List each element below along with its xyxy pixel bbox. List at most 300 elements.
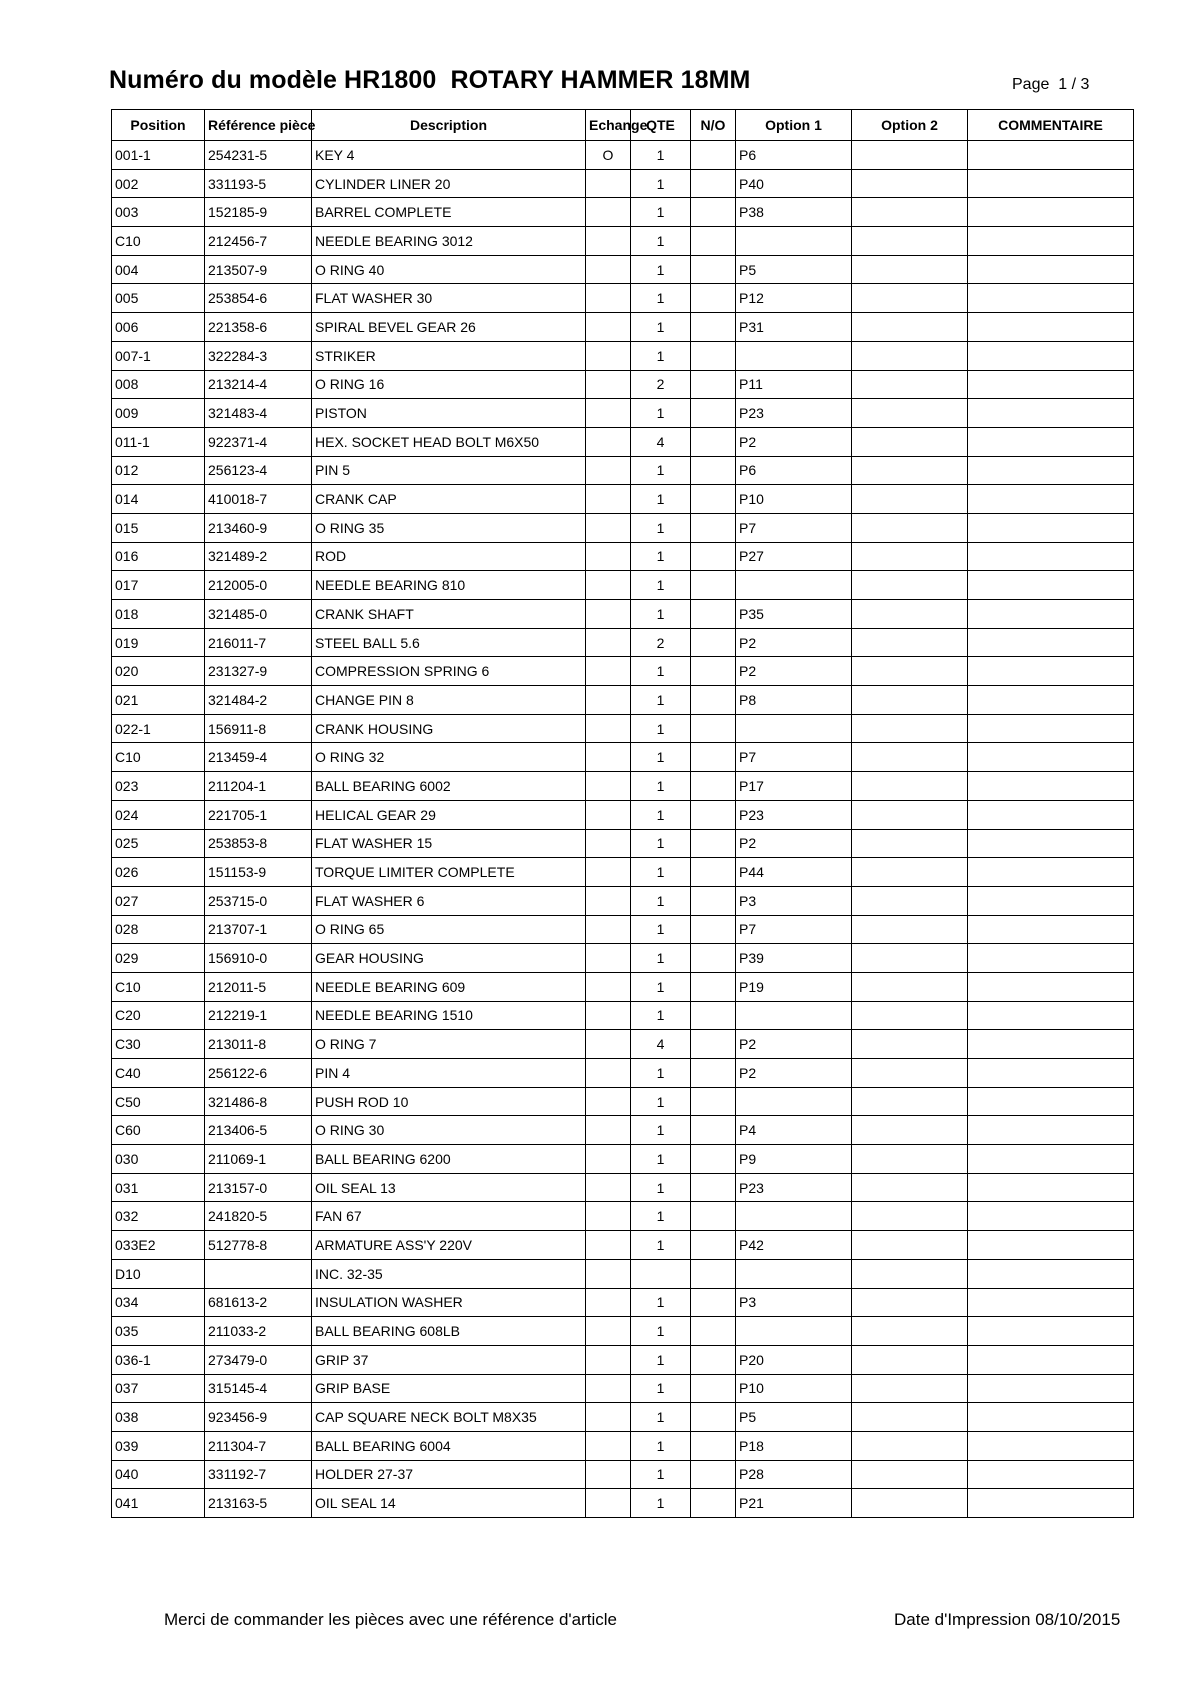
cell-position: C60 — [112, 1116, 205, 1145]
cell-option-1: P42 — [736, 1231, 852, 1260]
cell-option-1: P44 — [736, 858, 852, 887]
cell-no — [691, 657, 736, 686]
cell-option-1: P11 — [736, 370, 852, 399]
cell-option-1: P4 — [736, 1116, 852, 1145]
cell-echange — [586, 1460, 631, 1489]
cell-echange — [586, 1259, 631, 1288]
cell-option-2 — [852, 1317, 968, 1346]
cell-description: GRIP 37 — [312, 1345, 586, 1374]
document-title: Numéro du modèle HR1800 ROTARY HAMMER 18MM — [109, 66, 751, 94]
cell-echange — [586, 1145, 631, 1174]
cell-position: 011-1 — [112, 427, 205, 456]
cell-qte: 1 — [631, 169, 691, 198]
cell-no — [691, 1317, 736, 1346]
cell-option-1 — [736, 1317, 852, 1346]
cell-description: FLAT WASHER 6 — [312, 886, 586, 915]
cell-description: STEEL BALL 5.6 — [312, 628, 586, 657]
cell-reference: 321485-0 — [205, 600, 312, 629]
cell-position: 040 — [112, 1460, 205, 1489]
table-row — [112, 485, 1134, 514]
table-row — [112, 571, 1134, 600]
cell-option-2 — [852, 141, 968, 170]
cell-description: O RING 30 — [312, 1116, 586, 1145]
cell-reference: 213459-4 — [205, 743, 312, 772]
cell-description: CHANGE PIN 8 — [312, 686, 586, 715]
cell-option-1 — [736, 1087, 852, 1116]
cell-description: OIL SEAL 14 — [312, 1489, 586, 1518]
cell-option-2 — [852, 284, 968, 313]
cell-option-1 — [736, 714, 852, 743]
cell-no — [691, 255, 736, 284]
cell-option-2 — [852, 1173, 968, 1202]
cell-option-2 — [852, 313, 968, 342]
cell-reference: 152185-9 — [205, 198, 312, 227]
cell-option-2 — [852, 227, 968, 256]
cell-reference: 241820-5 — [205, 1202, 312, 1231]
cell-qte: 1 — [631, 657, 691, 686]
cell-reference: 212011-5 — [205, 972, 312, 1001]
cell-position: 004 — [112, 255, 205, 284]
cell-position: 032 — [112, 1202, 205, 1231]
cell-position: 034 — [112, 1288, 205, 1317]
cell-option-1 — [736, 1001, 852, 1030]
cell-description: OIL SEAL 13 — [312, 1173, 586, 1202]
cell-no — [691, 1259, 736, 1288]
cell-position: 035 — [112, 1317, 205, 1346]
cell-option-2 — [852, 886, 968, 915]
cell-description: O RING 65 — [312, 915, 586, 944]
table-row — [112, 513, 1134, 542]
cell-option-2 — [852, 800, 968, 829]
table-row — [112, 743, 1134, 772]
cell-option-1: P2 — [736, 1059, 852, 1088]
cell-reference: 923456-9 — [205, 1403, 312, 1432]
cell-no — [691, 1173, 736, 1202]
cell-commentaire — [968, 542, 1134, 571]
cell-position: 007-1 — [112, 341, 205, 370]
cell-commentaire — [968, 1460, 1134, 1489]
cell-commentaire — [968, 255, 1134, 284]
cell-option-2 — [852, 399, 968, 428]
cell-option-2 — [852, 1087, 968, 1116]
cell-echange — [586, 944, 631, 973]
cell-qte: 1 — [631, 284, 691, 313]
cell-option-2 — [852, 485, 968, 514]
cell-qte: 1 — [631, 456, 691, 485]
cell-description: CYLINDER LINER 20 — [312, 169, 586, 198]
cell-option-1: P2 — [736, 829, 852, 858]
cell-no — [691, 284, 736, 313]
cell-description: O RING 7 — [312, 1030, 586, 1059]
cell-position: 021 — [112, 686, 205, 715]
table-row — [112, 1374, 1134, 1403]
cell-commentaire — [968, 284, 1134, 313]
cell-reference: 253854-6 — [205, 284, 312, 313]
cell-echange — [586, 284, 631, 313]
cell-option-1: P7 — [736, 743, 852, 772]
cell-option-1: P27 — [736, 542, 852, 571]
cell-position: D10 — [112, 1259, 205, 1288]
cell-commentaire — [968, 972, 1134, 1001]
cell-no — [691, 1001, 736, 1030]
cell-no — [691, 1030, 736, 1059]
cell-option-1: P5 — [736, 1403, 852, 1432]
cell-echange — [586, 571, 631, 600]
cell-reference: 321486-8 — [205, 1087, 312, 1116]
cell-qte: 1 — [631, 1345, 691, 1374]
cell-no — [691, 198, 736, 227]
cell-commentaire — [968, 313, 1134, 342]
cell-option-1: P40 — [736, 169, 852, 198]
cell-echange — [586, 227, 631, 256]
cell-commentaire — [968, 944, 1134, 973]
cell-option-1: P18 — [736, 1431, 852, 1460]
cell-option-1: P6 — [736, 141, 852, 170]
table-row — [112, 427, 1134, 456]
cell-option-2 — [852, 686, 968, 715]
table-row — [112, 1030, 1134, 1059]
cell-option-1 — [736, 227, 852, 256]
cell-option-2 — [852, 1145, 968, 1174]
cell-option-2 — [852, 542, 968, 571]
cell-reference: 256123-4 — [205, 456, 312, 485]
cell-option-2 — [852, 571, 968, 600]
table-row — [112, 284, 1134, 313]
cell-description: O RING 35 — [312, 513, 586, 542]
cell-commentaire — [968, 657, 1134, 686]
cell-no — [691, 1087, 736, 1116]
cell-position: 026 — [112, 858, 205, 887]
cell-no — [691, 714, 736, 743]
cell-no — [691, 772, 736, 801]
cell-description: KEY 4 — [312, 141, 586, 170]
cell-option-1 — [736, 341, 852, 370]
cell-qte: 1 — [631, 255, 691, 284]
cell-reference: 213707-1 — [205, 915, 312, 944]
cell-echange: O — [586, 141, 631, 170]
cell-echange — [586, 800, 631, 829]
cell-reference: 213406-5 — [205, 1116, 312, 1145]
cell-option-1: P6 — [736, 456, 852, 485]
cell-no — [691, 972, 736, 1001]
cell-reference: 253853-8 — [205, 829, 312, 858]
cell-echange — [586, 456, 631, 485]
cell-commentaire — [968, 1059, 1134, 1088]
cell-description: CRANK SHAFT — [312, 600, 586, 629]
cell-echange — [586, 1374, 631, 1403]
cell-option-1: P35 — [736, 600, 852, 629]
cell-no — [691, 1202, 736, 1231]
table-row — [112, 341, 1134, 370]
cell-no — [691, 141, 736, 170]
cell-position: 014 — [112, 485, 205, 514]
cell-position: C10 — [112, 743, 205, 772]
cell-echange — [586, 829, 631, 858]
cell-qte: 1 — [631, 198, 691, 227]
cell-echange — [586, 915, 631, 944]
cell-reference: 212219-1 — [205, 1001, 312, 1030]
cell-description: FLAT WASHER 15 — [312, 829, 586, 858]
cell-option-1: P7 — [736, 513, 852, 542]
cell-commentaire — [968, 485, 1134, 514]
cell-position: 039 — [112, 1431, 205, 1460]
cell-option-1: P20 — [736, 1345, 852, 1374]
cell-position: 030 — [112, 1145, 205, 1174]
cell-no — [691, 427, 736, 456]
cell-position: 028 — [112, 915, 205, 944]
cell-qte: 1 — [631, 513, 691, 542]
cell-echange — [586, 1059, 631, 1088]
cell-qte: 4 — [631, 427, 691, 456]
cell-commentaire — [968, 1317, 1134, 1346]
cell-commentaire — [968, 1202, 1134, 1231]
cell-no — [691, 169, 736, 198]
cell-qte: 1 — [631, 714, 691, 743]
cell-echange — [586, 772, 631, 801]
table-row — [112, 1345, 1134, 1374]
cell-reference: 322284-3 — [205, 341, 312, 370]
cell-option-1: P10 — [736, 485, 852, 514]
cell-description: INC. 32-35 — [312, 1259, 586, 1288]
cell-no — [691, 1288, 736, 1317]
parts-table — [111, 109, 1134, 1518]
cell-echange — [586, 513, 631, 542]
cell-description: PUSH ROD 10 — [312, 1087, 586, 1116]
cell-option-2 — [852, 427, 968, 456]
cell-reference: 211033-2 — [205, 1317, 312, 1346]
cell-reference: 211069-1 — [205, 1145, 312, 1174]
cell-description: BALL BEARING 6200 — [312, 1145, 586, 1174]
cell-qte: 1 — [631, 485, 691, 514]
cell-qte: 1 — [631, 858, 691, 887]
cell-option-2 — [852, 714, 968, 743]
table-row — [112, 198, 1134, 227]
cell-echange — [586, 600, 631, 629]
cell-reference: 256122-6 — [205, 1059, 312, 1088]
cell-position: C10 — [112, 227, 205, 256]
cell-position: 029 — [112, 944, 205, 973]
cell-option-2 — [852, 1489, 968, 1518]
cell-description: HEX. SOCKET HEAD BOLT M6X50 — [312, 427, 586, 456]
cell-option-1: P3 — [736, 886, 852, 915]
cell-no — [691, 1460, 736, 1489]
cell-description: CRANK CAP — [312, 485, 586, 514]
cell-reference: 211204-1 — [205, 772, 312, 801]
cell-description: BALL BEARING 6004 — [312, 1431, 586, 1460]
cell-option-2 — [852, 1231, 968, 1260]
table-row — [112, 657, 1134, 686]
table-row — [112, 1145, 1134, 1174]
cell-reference: 315145-4 — [205, 1374, 312, 1403]
cell-description: PISTON — [312, 399, 586, 428]
column-header-echange: Echange — [586, 110, 631, 141]
cell-no — [691, 743, 736, 772]
cell-qte: 1 — [631, 1374, 691, 1403]
cell-echange — [586, 886, 631, 915]
cell-option-1: P31 — [736, 313, 852, 342]
cell-option-2 — [852, 1345, 968, 1374]
cell-commentaire — [968, 628, 1134, 657]
cell-qte: 1 — [631, 1489, 691, 1518]
table-row — [112, 1489, 1134, 1518]
table-row — [112, 1231, 1134, 1260]
cell-reference: 512778-8 — [205, 1231, 312, 1260]
cell-description: PIN 4 — [312, 1059, 586, 1088]
cell-option-1: P3 — [736, 1288, 852, 1317]
cell-position: 005 — [112, 284, 205, 313]
cell-position: 031 — [112, 1173, 205, 1202]
cell-position: 020 — [112, 657, 205, 686]
cell-commentaire — [968, 1345, 1134, 1374]
cell-option-2 — [852, 944, 968, 973]
cell-description: GEAR HOUSING — [312, 944, 586, 973]
cell-option-2 — [852, 1202, 968, 1231]
column-header-reference: Référence pièce — [205, 110, 312, 141]
cell-option-1: P23 — [736, 1173, 852, 1202]
cell-position: 017 — [112, 571, 205, 600]
cell-reference: 211304-7 — [205, 1431, 312, 1460]
cell-description: TORQUE LIMITER COMPLETE — [312, 858, 586, 887]
cell-qte: 2 — [631, 370, 691, 399]
cell-qte: 1 — [631, 944, 691, 973]
cell-option-2 — [852, 1001, 968, 1030]
cell-position: 009 — [112, 399, 205, 428]
cell-commentaire — [968, 427, 1134, 456]
parts-table-body — [112, 141, 1134, 1518]
cell-description: CRANK HOUSING — [312, 714, 586, 743]
cell-position: 033E2 — [112, 1231, 205, 1260]
cell-option-1: P5 — [736, 255, 852, 284]
cell-option-1: P12 — [736, 284, 852, 313]
cell-option-2 — [852, 456, 968, 485]
cell-commentaire — [968, 1231, 1134, 1260]
cell-echange — [586, 1202, 631, 1231]
column-header-position: Position — [112, 110, 205, 141]
cell-option-2 — [852, 1431, 968, 1460]
cell-option-1: P39 — [736, 944, 852, 973]
table-row — [112, 255, 1134, 284]
cell-qte: 1 — [631, 571, 691, 600]
cell-option-2 — [852, 1116, 968, 1145]
cell-reference: 922371-4 — [205, 427, 312, 456]
table-row — [112, 1087, 1134, 1116]
cell-no — [691, 1116, 736, 1145]
column-header-commentaire: COMMENTAIRE — [968, 110, 1134, 141]
cell-echange — [586, 1001, 631, 1030]
cell-description: BALL BEARING 6002 — [312, 772, 586, 801]
cell-echange — [586, 399, 631, 428]
cell-reference: 681613-2 — [205, 1288, 312, 1317]
cell-option-2 — [852, 915, 968, 944]
cell-description: O RING 32 — [312, 743, 586, 772]
column-header-option-2: Option 2 — [852, 110, 968, 141]
cell-echange — [586, 1403, 631, 1432]
cell-option-2 — [852, 1059, 968, 1088]
cell-reference: 331193-5 — [205, 169, 312, 198]
cell-no — [691, 686, 736, 715]
cell-no — [691, 829, 736, 858]
cell-option-1: P2 — [736, 628, 852, 657]
cell-position: C50 — [112, 1087, 205, 1116]
table-row — [112, 1460, 1134, 1489]
column-header-option-1: Option 1 — [736, 110, 852, 141]
cell-option-1: P9 — [736, 1145, 852, 1174]
cell-qte: 1 — [631, 313, 691, 342]
cell-no — [691, 513, 736, 542]
cell-echange — [586, 1116, 631, 1145]
cell-description: NEEDLE BEARING 3012 — [312, 227, 586, 256]
cell-option-1: P21 — [736, 1489, 852, 1518]
cell-position: 001-1 — [112, 141, 205, 170]
cell-position: C30 — [112, 1030, 205, 1059]
cell-qte: 1 — [631, 1288, 691, 1317]
cell-description: HELICAL GEAR 29 — [312, 800, 586, 829]
cell-option-1: P38 — [736, 198, 852, 227]
cell-no — [691, 341, 736, 370]
table-row — [112, 1202, 1134, 1231]
cell-echange — [586, 628, 631, 657]
cell-description: SPIRAL BEVEL GEAR 26 — [312, 313, 586, 342]
cell-reference: 213011-8 — [205, 1030, 312, 1059]
cell-description: ARMATURE ASS'Y 220V — [312, 1231, 586, 1260]
cell-position: 023 — [112, 772, 205, 801]
cell-echange — [586, 1231, 631, 1260]
cell-option-2 — [852, 1374, 968, 1403]
cell-position: C10 — [112, 972, 205, 1001]
cell-option-1: P2 — [736, 657, 852, 686]
cell-description: BALL BEARING 608LB — [312, 1317, 586, 1346]
cell-no — [691, 1374, 736, 1403]
cell-option-1 — [736, 1259, 852, 1288]
cell-no — [691, 1231, 736, 1260]
cell-no — [691, 628, 736, 657]
cell-commentaire — [968, 169, 1134, 198]
cell-reference: 213507-9 — [205, 255, 312, 284]
cell-no — [691, 1431, 736, 1460]
column-header-no: N/O — [691, 110, 736, 141]
table-row — [112, 1059, 1134, 1088]
cell-reference: 151153-9 — [205, 858, 312, 887]
cell-option-1 — [736, 571, 852, 600]
cell-qte: 1 — [631, 399, 691, 428]
cell-option-1: P2 — [736, 427, 852, 456]
cell-qte — [631, 1259, 691, 1288]
cell-no — [691, 1489, 736, 1518]
cell-commentaire — [968, 513, 1134, 542]
cell-option-2 — [852, 169, 968, 198]
cell-reference: 254231-5 — [205, 141, 312, 170]
cell-description: GRIP BASE — [312, 1374, 586, 1403]
cell-qte: 1 — [631, 972, 691, 1001]
cell-echange — [586, 858, 631, 887]
cell-qte: 1 — [631, 227, 691, 256]
cell-commentaire — [968, 714, 1134, 743]
cell-echange — [586, 1345, 631, 1374]
cell-option-2 — [852, 600, 968, 629]
cell-position: 024 — [112, 800, 205, 829]
cell-position: 022-1 — [112, 714, 205, 743]
cell-description: PIN 5 — [312, 456, 586, 485]
cell-echange — [586, 686, 631, 715]
cell-qte: 1 — [631, 772, 691, 801]
cell-reference: 321489-2 — [205, 542, 312, 571]
table-row — [112, 542, 1134, 571]
cell-no — [691, 1145, 736, 1174]
cell-option-2 — [852, 370, 968, 399]
cell-echange — [586, 657, 631, 686]
cell-echange — [586, 1317, 631, 1346]
cell-echange — [586, 370, 631, 399]
